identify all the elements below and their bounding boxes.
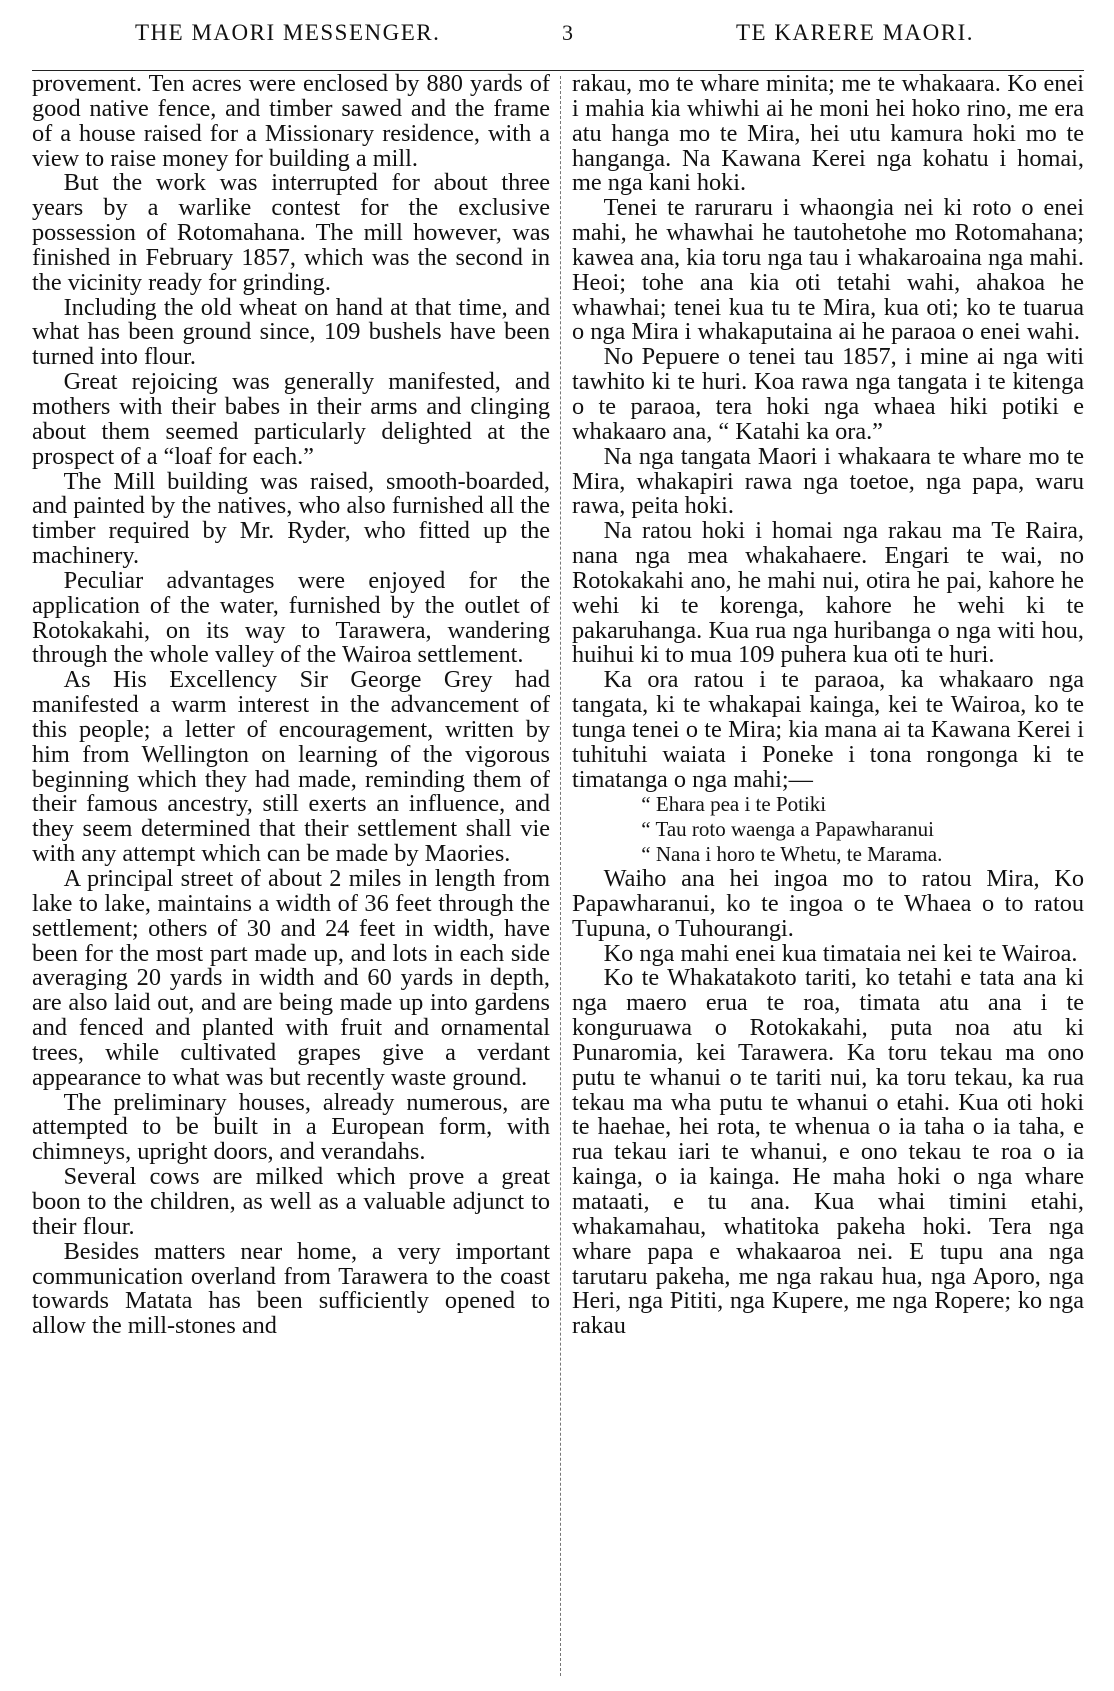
verse-line: “ Tau roto waenga a Papawharanui: [641, 817, 934, 842]
paragraph: A principal street of about 2 miles in length from lake to lake, maintains a width of 36 feet through the settlement; others of 30 and 24 feet in width, have been for the most part made up, and lots in each side averaging 20 yards in width and 60 yards in depth, are also laid out, and are being made up into gardens and fenced and planted with fruit and ornamental trees, while cultivated grapes give a verdant appearance to what was but recently waste ground.: [32, 865, 550, 1091]
paragraph: The Mill building was raised, smooth-boarded, and painted by the natives, who also furnished all the timber required by Mr. Ryder, who fitted up the machinery.: [32, 467, 550, 570]
paragraph: Ko te Whakatakoto tariti, ko tetahi e tata ana ki nga maero erua te roa, timata atu ana i te konguruawa o Rotokakahi, puta noa atu ki Punaromia, kei Tarawera. Ka toru tekau ma ono putu te whanui o te tariti nui, ka toru tekau, ka rua tekau ma wha putu te whanui o etahi. Kua oti hoki te haehae, hei rota, te whenua o ia taha o ia taha, e rua tekau iari te whanui, e ono tekau te roa o ia kainga, o ia kainga. He maha hoki o nga whare mataati, e tu ana. Kua whai timini etahi, whakamahau, whatitoka pakeha hoki. Tera nga whare papa e whakaaroa nei. E tupu ana nga tarutaru pakeha, me nga rakau hua, nga Aporo, nga Heri, nga Pititi, nga Kupere, me nga Ropere; ko nga rakau: [572, 964, 1084, 1340]
paragraph: No Pepuere o tenei tau 1857, i mine ai nga witi tawhito ki te huri. Koa rawa nga tangata i te kitenga o te paraoa, tera hoki nga whaea hiki potiki e whakaaro ana, “ Katahi ka ora.”: [572, 343, 1084, 445]
column-divider: [560, 76, 561, 1676]
paragraph: Ka ora ratou i te paraoa, ka whakaaro nga tangata, ki te whakapai kainga, kei te Wairoa, ko te tunga tenei o te Mira; kia mana ai ta Kawana Kerei i tuhituhi waiata i Poneke i tona rongonga ki te timatanga o nga mahi;—: [572, 666, 1084, 793]
paragraph: Ko nga mahi enei kua timataia nei kei te Wairoa.: [603, 939, 1078, 967]
paragraph: rakau, mo te whare minita; me te whakaara. Ko enei i mahia kia whiwhi ai he moni hei hoko rino, me era atu hanga mo te Mira, hei utu kamura hoki mo te hanganga. Na Kawana Kerei nga kohatu i homai, me nga kani hoki.: [572, 70, 1084, 197]
page-header: [0, 0, 1114, 70]
paragraph: Waiho ana hei ingoa mo to ratou Mira, Ko Papawharanui, ko te ingoa o te Whaea o to ratou Tupuna, o Tuhourangi.: [572, 865, 1084, 942]
verse-line: “ Nana i horo te Whetu, te Marama.: [641, 842, 943, 867]
english-column: [32, 72, 550, 1339]
paragraph: Na ratou hoki i homai nga rakau ma Te Raira, nana nga mea whakahaere. Engari te wai, no Rotokakahi ano, he mahi nui, otira he pai, kahore he wehi ki te korenga, kahore he wehi ki te pakaruhanga. Kua rua nga huribanga o nga witi hou, huihui ki to mua 109 puhera kua oti te huri.: [572, 517, 1084, 669]
paragraph: provement. Ten acres were enclosed by 880 yards of good native fence, and timber sawed and the frame of a house raised for a Missionary residence, with a view to raise money for building a mill.: [32, 70, 550, 172]
paragraph: But the work was interrupted for about three years by a warlike contest for the exclusive possession of Rotomahana. The mill however, was finished in February 1857, which was the second in the vicinity ready for grinding.: [32, 169, 550, 296]
paragraph: Na nga tangata Maori i whakaara te whare mo te Mira, whakapiri rawa nga toetoe, nga papa, waru rawa, peita hoki.: [572, 442, 1084, 520]
page-number: 3: [562, 20, 575, 45]
paragraph: As His Excellency Sir George Grey had manifested a warm interest in the advancement of this people; a letter of encouragement, written by him from Wellington on learning of the vigorous beginning which they had made, reminding them of their famous ancestry, still exerts an influence, and they seem determined that their settlement shall vie with any attempt which can be made by Maories.: [32, 666, 550, 868]
paragraph: Great rejoicing was generally manifested, and mothers with their babes in their arms and clinging about them seemed particularly delighted at the prospect of a “loaf for each.”: [32, 368, 550, 470]
maori-masthead-title: TE KARERE MAORI.: [735, 20, 974, 45]
paragraph: The preliminary houses, already numerous, are attempted to be built in a European form, with chimneys, upright doors, and verandahs.: [32, 1088, 550, 1166]
verse-line: “ Ehara pea i te Potiki: [641, 792, 827, 817]
paragraph: Tenei te raruraru i whaongia nei ki roto o enei mahi, he whawhai he tautohetohe mo Rotomahana; kawea ana, kia toru nga tau i whakaroaina nga mahi. Heoi; tohe ana kia oti tetahi wahi, ahakoa he whawhai; tenei kua tu te Mira, kua oti; ko te tuarua o nga Mira i whakaputaina ai he paraoa o enei wahi.: [572, 194, 1084, 346]
paragraph: Besides matters near home, a very important communication overland from Tarawera to the coast towards Matata has been sufficiently opened to allow the mill-stones and: [32, 1237, 550, 1340]
paragraph: Several cows are milked which prove a great boon to the children, as well as a valuable adjunct to their flour.: [32, 1163, 550, 1240]
paragraph: Including the old wheat on hand at that time, and what has been ground since, 109 bushels have been turned into flour.: [32, 293, 550, 371]
paragraph: Peculiar advantages were enjoyed for the application of the water, furnished by the outlet of Rotokakahi, on its way to Tarawera, wandering through the whole valley of the Wairoa settlement.: [32, 566, 550, 669]
english-masthead-title: THE MAORI MESSENGER.: [135, 20, 441, 45]
maori-column: [572, 72, 1084, 1339]
